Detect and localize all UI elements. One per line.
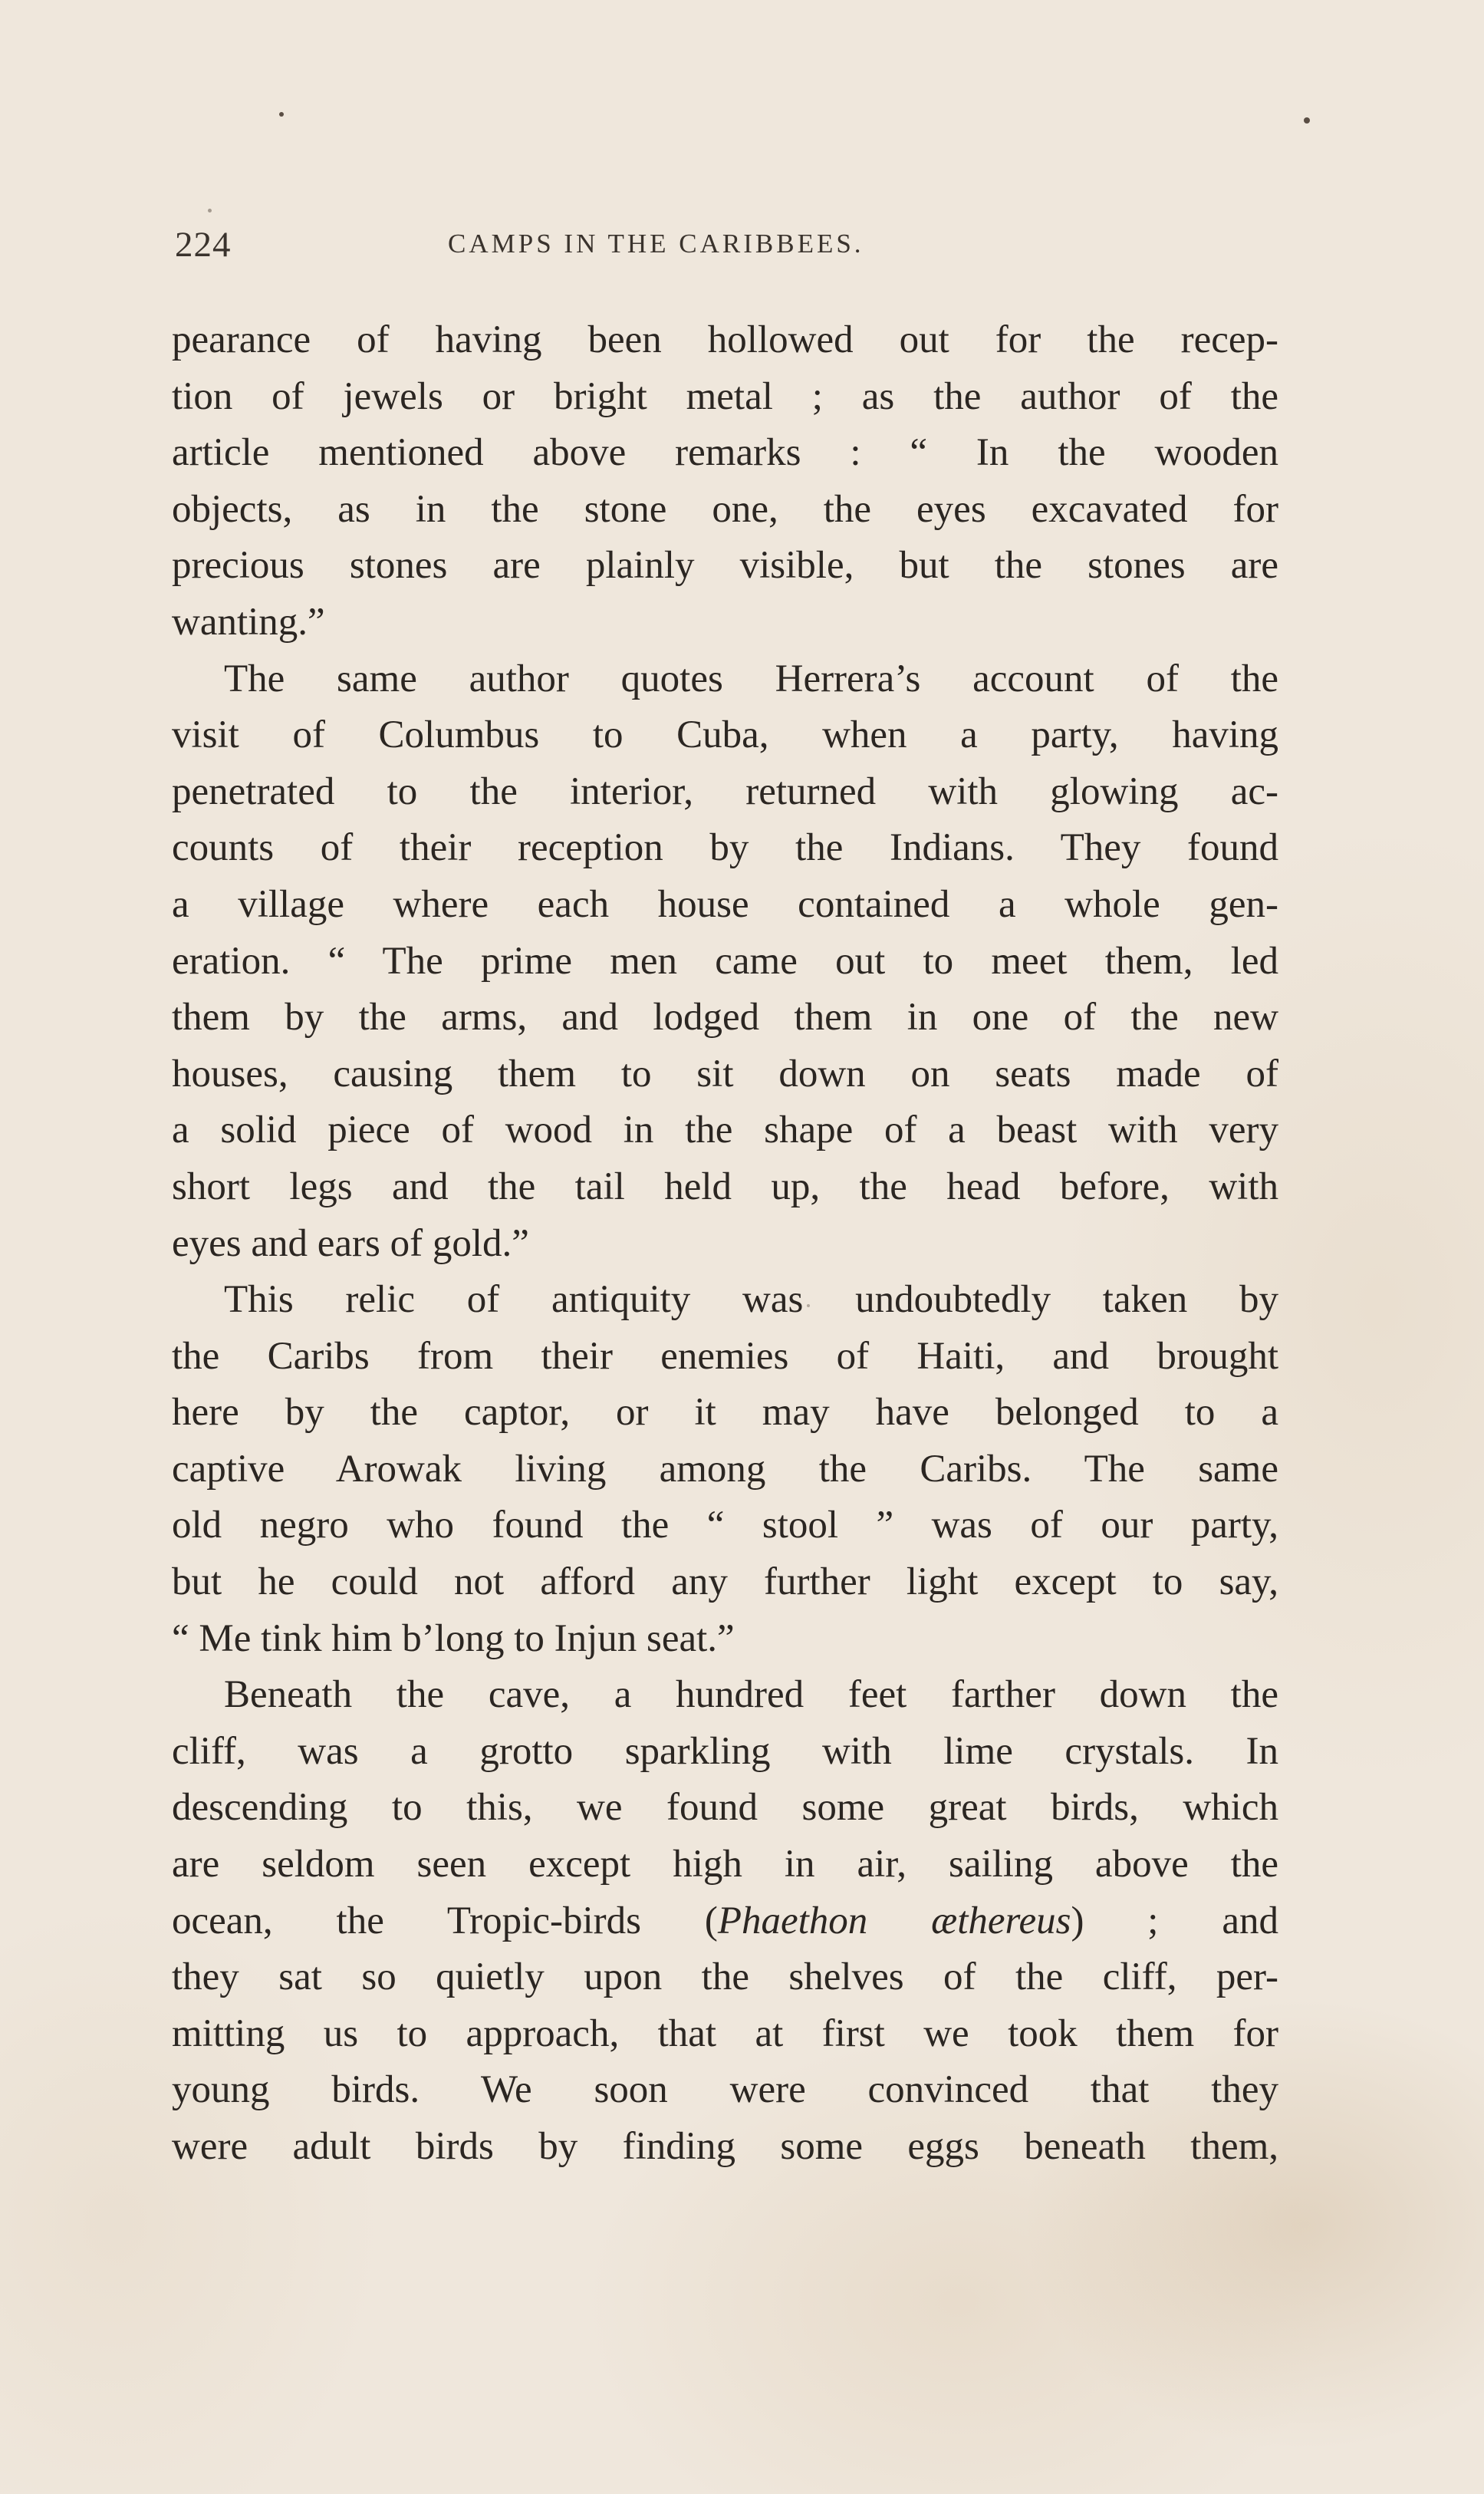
running-title: CAMPS IN THE CARIBBEES. xyxy=(448,229,864,259)
text-line: visit of Columbus to Cuba, when a party, having xyxy=(172,713,1278,757)
text-line: tion of jewels or bright metal ; as the author of the xyxy=(172,374,1278,418)
paper-speck xyxy=(208,209,212,213)
text-line: The same author quotes Herrera’s account of the xyxy=(224,657,1278,700)
text-line: ocean, the Tropic-birds (Phaethon æthereus) ; and xyxy=(172,1899,1278,1942)
text-line: This relic of antiquity was undoubtedly taken by xyxy=(224,1278,1278,1322)
text-line: houses, causing them to sit down on seats made of xyxy=(172,1052,1278,1095)
page-number: 224 xyxy=(175,225,232,265)
text-line: “ Me tink him b’long to Injun seat.” xyxy=(172,1616,735,1660)
text-line: they sat so quietly upon the shelves of the cliff, per- xyxy=(172,1955,1278,1999)
text-line: here by the captor, or it may have belonged to a xyxy=(172,1391,1278,1435)
text-line: but he could not afford any further light except to say, xyxy=(172,1560,1278,1604)
body-text xyxy=(172,312,1278,2176)
paper-speck xyxy=(279,112,284,117)
text-line: short legs and the tail held up, the head before, with xyxy=(172,1165,1278,1208)
text-line: mitting us to approach, that at first we took them for xyxy=(172,2011,1278,2055)
text-line: objects, as in the stone one, the eyes excavated for xyxy=(172,487,1278,531)
text-line: old negro who found the “ stool ” was of our party, xyxy=(172,1504,1278,1547)
text-line: penetrated to the interior, returned with glowing ac- xyxy=(172,769,1278,813)
text-line: were adult birds by finding some eggs beneath them, xyxy=(172,2125,1278,2168)
text-line: are seldom seen except high in air, sailing above the xyxy=(172,1843,1278,1886)
text-line: a village where each house contained a whole gen- xyxy=(172,882,1278,926)
text-line: them by the arms, and lodged them in one of the new xyxy=(172,996,1278,1039)
text-line: precious stones are plainly visible, but the stones are xyxy=(172,544,1278,588)
text-line: a solid piece of wood in the shape of a beast with very xyxy=(172,1109,1278,1152)
text-line: counts of their reception by the Indians. They found xyxy=(172,826,1278,870)
text-line: eyes and ears of gold.” xyxy=(172,1221,529,1265)
text-line: article mentioned above remarks : “ In the wooden xyxy=(172,431,1278,475)
species-name: Phaethon æthereus xyxy=(717,1899,1071,1942)
text-line: young birds. We soon were convinced that they xyxy=(172,2068,1278,2112)
text-line: descending to this, we found some great birds, which xyxy=(172,1786,1278,1830)
text-line: cliff, was a grotto sparkling with lime crystals. In xyxy=(172,1729,1278,1773)
text-line: captive Arowak living among the Caribs. The same xyxy=(172,1447,1278,1491)
text-line: pearance of having been hollowed out for the recep- xyxy=(172,318,1278,361)
text-line: eration. “ The prime men came out to meet them, led xyxy=(172,939,1278,983)
text-line: wanting.” xyxy=(172,600,325,644)
text-line: Beneath the cave, a hundred feet farther down the xyxy=(224,1673,1278,1717)
text-line: the Caribs from their enemies of Haiti, and brought xyxy=(172,1334,1278,1378)
page-header xyxy=(175,224,1277,270)
paper-speck xyxy=(1304,117,1310,124)
